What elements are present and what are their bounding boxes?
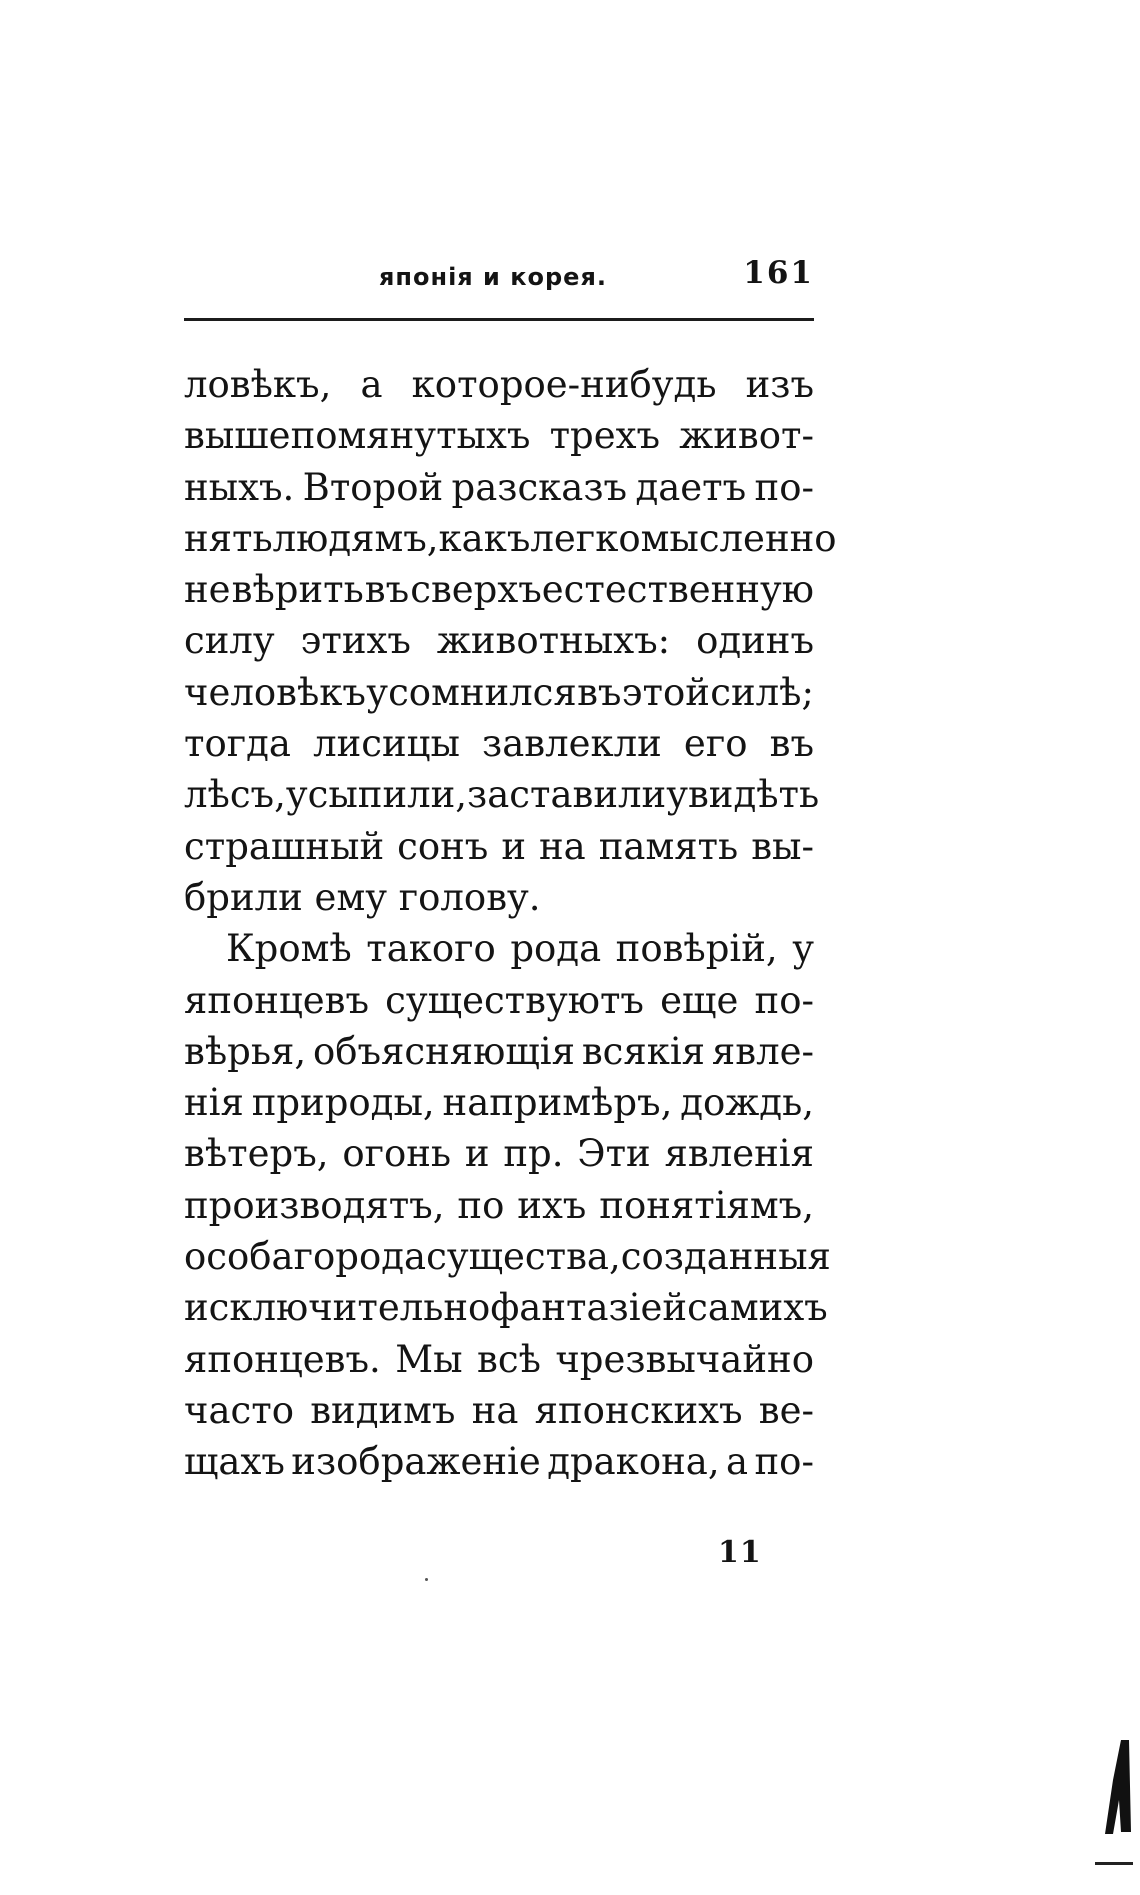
text-line: нять людямъ, какъ легкомысленно: [184, 516, 837, 560]
text-line: особаго рода существа, созданныя: [184, 1235, 831, 1279]
running-head: [184, 255, 814, 305]
text-line: щахъ изображеніе дракона, а по-: [184, 1440, 814, 1484]
text-line: ныхъ. Второй разсказъ даетъ по-: [184, 465, 814, 509]
running-title: японія и корея.: [379, 263, 607, 291]
text-line: тогда лисицы завлекли его въ: [184, 722, 814, 766]
text-line: человѣкъ усомнился въ этой силѣ;: [184, 670, 814, 714]
text-line: силу этихъ животныхъ: одинъ: [184, 619, 814, 663]
page-number: 161: [743, 255, 814, 291]
text-line: страшный сонъ и на память вы-: [184, 824, 814, 868]
text-line: ловѣкъ, а которое-нибудь изъ: [184, 363, 814, 406]
text-line: не вѣрить въ сверхъестественную: [184, 568, 814, 612]
page-edge-mark: [1091, 1740, 1135, 1880]
text-line: вѣтеръ, огонь и пр. Эти явленія: [184, 1132, 814, 1176]
text-line: часто видимъ на японскихъ ве-: [184, 1388, 814, 1432]
header-rule: [184, 318, 814, 321]
text-line: брили ему голову.: [184, 875, 541, 919]
text-line: японцевъ. Мы всѣ чрезвычайно: [184, 1337, 814, 1381]
text-line: вышепомянутыхъ трехъ живот-: [184, 414, 814, 458]
text-line: лѣсъ, усыпили, заставили увидѣть: [184, 773, 820, 817]
text-line: нія природы, напримѣръ, дождь,: [184, 1081, 814, 1125]
text-line: производятъ, по ихъ понятіямъ,: [184, 1183, 814, 1227]
body-text: [184, 363, 837, 1492]
ink-speck: [425, 1578, 428, 1581]
text-line: Кромѣ такого рода повѣрій, у: [226, 927, 814, 971]
signature-mark: 11: [718, 1535, 762, 1570]
text-line: японцевъ существуютъ еще по-: [184, 978, 814, 1022]
text-line: вѣрья, объясняющія всякія явле-: [184, 1029, 814, 1073]
text-line: исключительно фантазіей самихъ: [184, 1286, 828, 1330]
